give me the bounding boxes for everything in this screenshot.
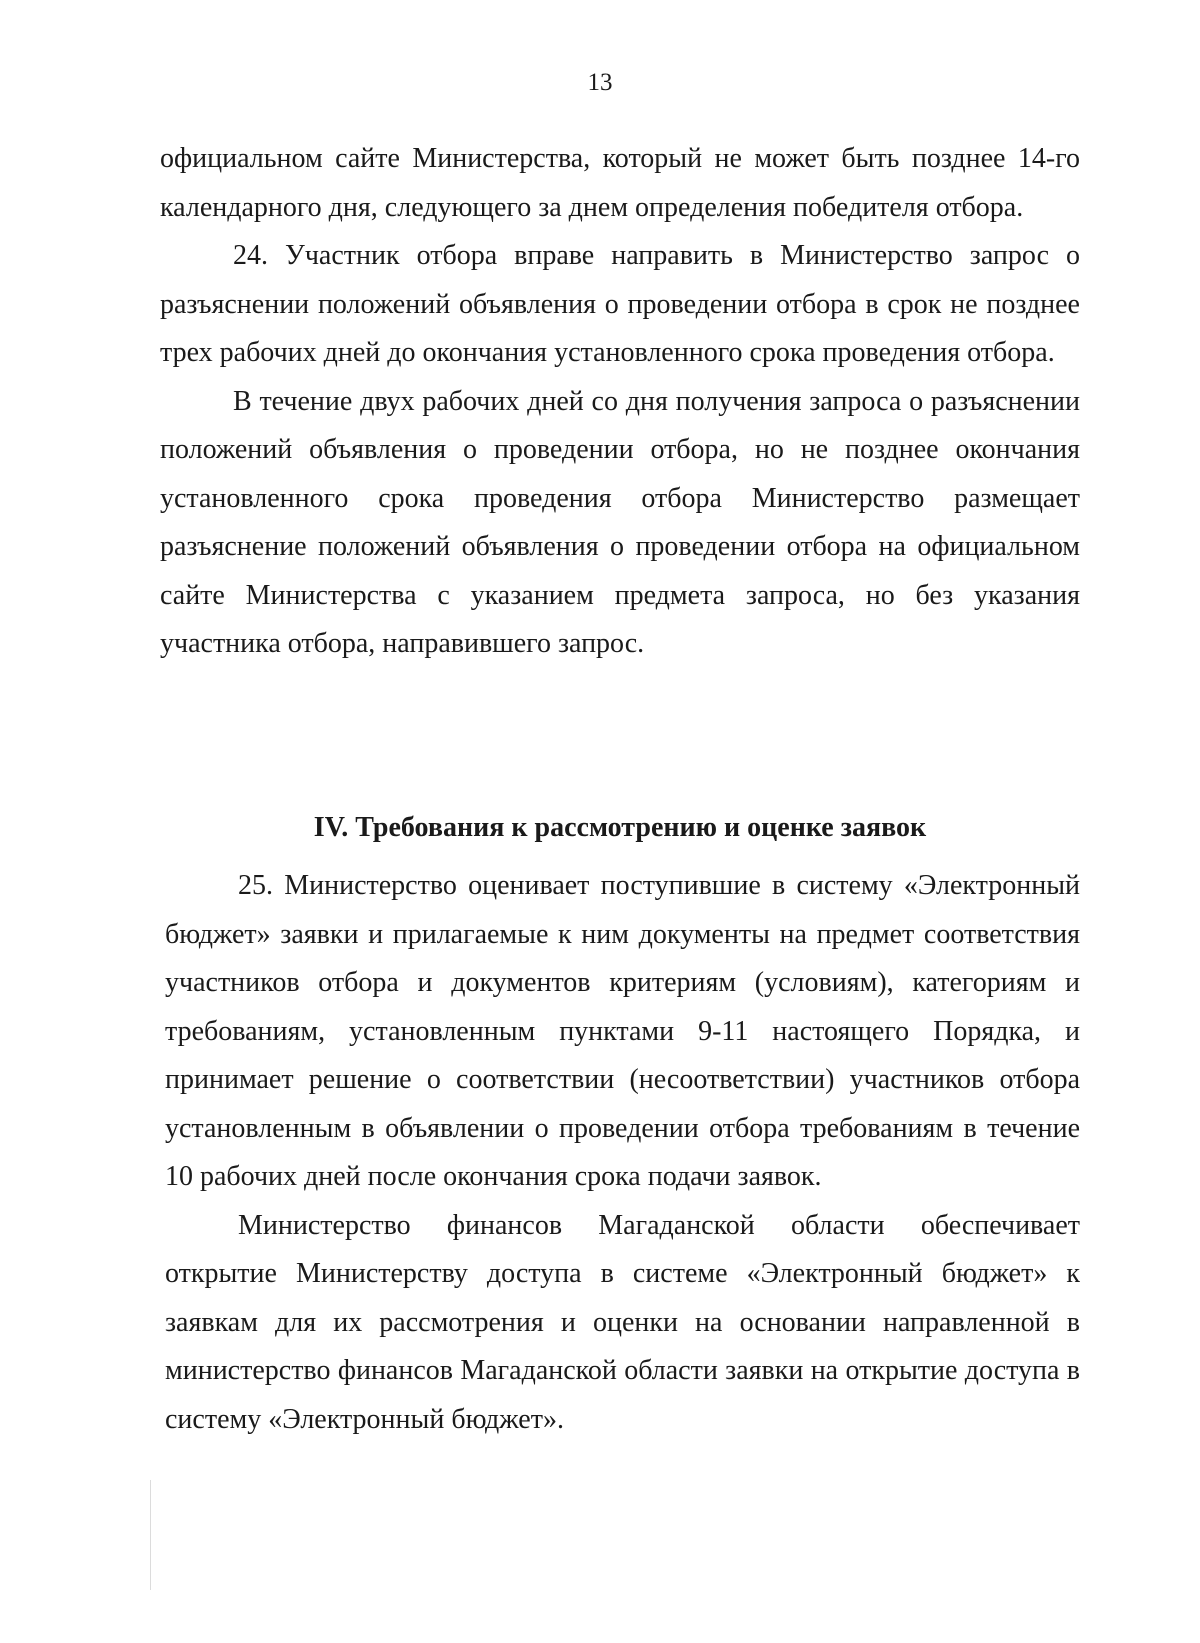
- body-text-before-heading: [160, 135, 1080, 669]
- body-text-after-heading: [165, 862, 1080, 1444]
- paragraph-continuation: официальном сайте Министерства, который не может быть позднее 14-го календарного дня, следующего за днем определения победителя отбора.: [160, 143, 1080, 223]
- paragraph-clarification: В течение двух рабочих дней со дня получения запроса о разъяснении положений объявления о проведении отбора, но не позднее окончания установленного срока проведения отбора Министерство размещает разъяснение положений объявления о проведении отбора на официальном сайте Министерства с указанием предмета запроса, но без указания участника отбора, направившего запрос.: [160, 385, 1080, 659]
- paragraph-item-25: 25. Министерство оценивает поступившие в систему «Электронный бюджет» заявки и прилагаемые к ним документы на предмет соответствия участников отбора и документов критериям (условиям), категориям и требованиям, установленным пунктами 9-11 настоящего Порядка, и принимает решение о соответствии (несоответствии) участников отбора установленным в объявлении о проведении отбора требованиям в течение 10 рабочих дней после окончания срока подачи заявок.: [165, 870, 1080, 1192]
- paragraph-item-24: 24. Участник отбора вправе направить в Министерство запрос о разъяснении положений объявления о проведении отбора в срок не позднее трех рабочих дней до окончания установленного срока проведения отбора.: [160, 240, 1080, 368]
- paragraph-ministry-finance: Министерство финансов Магаданской области обеспечивает открытие Министерству доступа в системе «Электронный бюджет» к заявкам для их рассмотрения и оценки на основании направленной в министерство финансов Магаданской области заявки на открытие доступа в систему «Электронный бюджет».: [165, 1209, 1080, 1435]
- section-heading: IV. Требования к рассмотрению и оценке заявок: [313, 812, 927, 843]
- page-number: 13: [587, 69, 613, 96]
- scan-artifact-line: [150, 1480, 151, 1590]
